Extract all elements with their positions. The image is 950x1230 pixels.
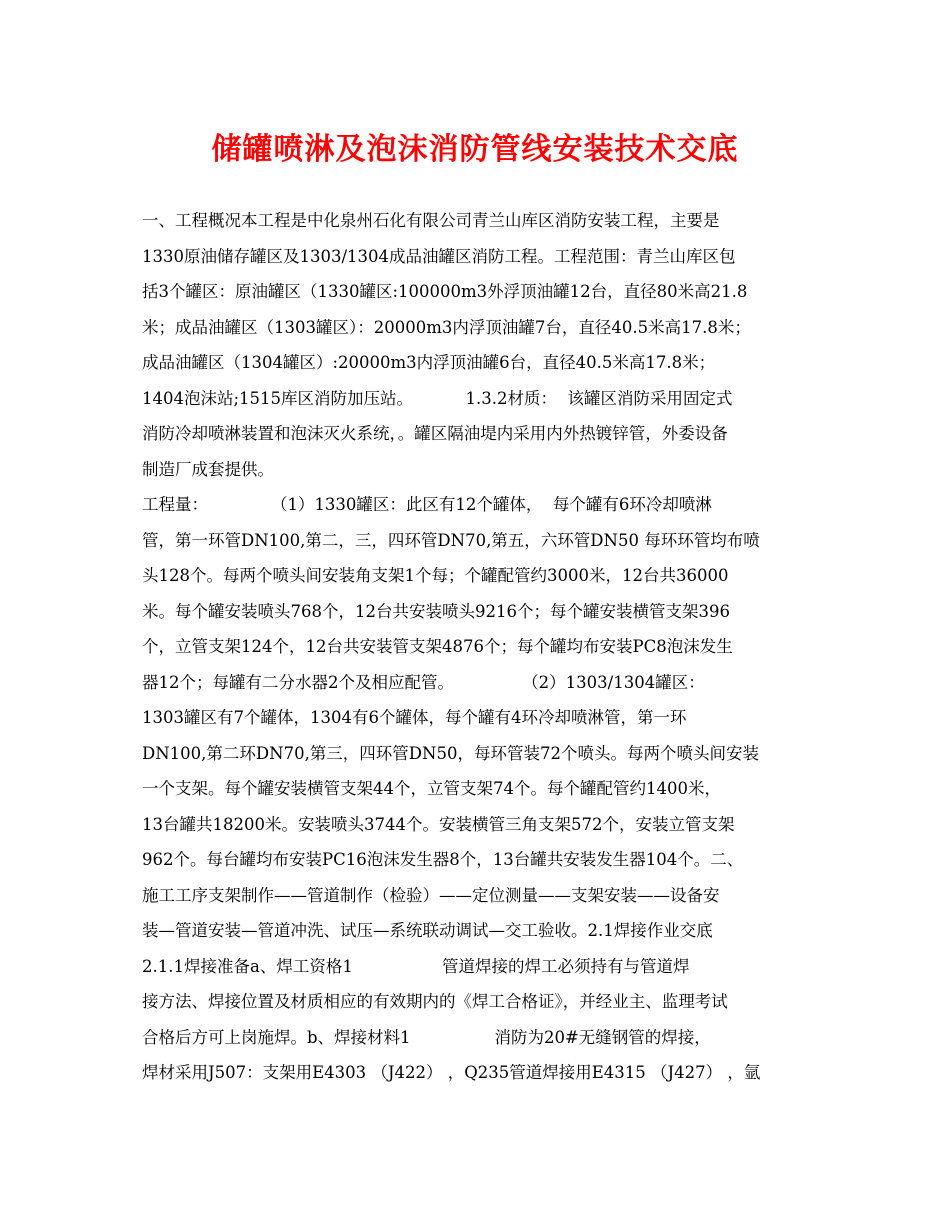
body-text-line: 成品油罐区（1304罐区）:20000m3内浮顶油罐6台，直径40.5米高17.8米； (142, 353, 716, 372)
body-text-line: 米；成品油罐区（1303罐区）：20000m3内浮顶油罐7台，直径40.5米高17.8米； (142, 317, 751, 337)
body-text-line: 施工工序支架制作——管道制作（检验）——定位测量——支架安装——设备安 (142, 885, 720, 905)
body-text-line: 装—管道安装—管道冲洗、试压—系统联动调试—交工验收。2.1焊接作业交底 (142, 921, 713, 940)
body-text-line: 括3个罐区：原油罐区（1330罐区:100000m3外浮顶油罐12台，直径80米高21.8 (142, 282, 748, 301)
body-text-line: 焊材采用J507：支架用E4303 （J422） ，Q235管道焊接用E4315 （J427） ，氩 (142, 1063, 761, 1082)
body-text-line: 消防冷却喷淋装置和泡沫灭火系统，。罐区隔油堤内采用内外热镀锌管，外委设备 (142, 424, 728, 443)
body-text-line: 接方法、焊接位置及材质相应的有效期内的《焊工合格证》，并经业主、监理考试 (142, 992, 728, 1011)
body-text-line: 个，立管支架124个，12台共安装管支架4876个；每个罐均布安装PC8泡沫发生 (142, 637, 733, 656)
body-text-line: 1303罐区有7个罐体，1304有6个罐体，每个罐有4环冷却喷淋管，第一环 (142, 708, 687, 727)
document-body (142, 203, 822, 1091)
body-text-line: 一个支架。每个罐安装横管支架44个，立管支架74个。每个罐配管约1400米， (142, 779, 721, 798)
body-text-line: DN100,第二环DN70,第三，四环管DN50，每环管装72个喷头。每两个喷头间安装 (142, 743, 759, 763)
body-text-line: 头128个。每两个喷头间安装角支架1个每；个罐配管约3000米，12台共36000 (142, 566, 729, 585)
body-text-line: 米。每个罐安装喷头768个，12台共安装喷头9216个；每个罐安装横管支架396 (142, 601, 730, 621)
body-text-line: 制造厂成套提供。 (142, 459, 274, 479)
body-text-line: 13台罐共18200米。安装喷头3744个。安装横管三角支架572个，安装立管支架 (142, 814, 735, 834)
body-text-line: 1330原油储存罐区及1303/1304成品油罐区消防工程。工程范围：青兰山库区包 (142, 246, 736, 266)
body-text-line: 962个。每台罐均布安装PC16泡沫发生器8个，13台罐共安装发生器104个。二、 (142, 850, 744, 869)
body-text-line: 管，第一环管DN100,第二，三，四环管DN70,第五，六环管DN50 每环环管均布喷 (142, 530, 760, 550)
body-text-line: 1404泡沫站;1515库区消防加压站。 1.3.2材质： 该罐区消防采用固定式 (142, 388, 733, 408)
body-text-line: 一、工程概况本工程是中化泉州石化有限公司青兰山库区消防安装工程，主要是 (142, 211, 720, 230)
body-text-line: 2.1.1焊接准备a、焊工资格1 管道焊接的焊工必须持有与管道焊 (142, 956, 690, 976)
body-text-line: 工程量： （1）1330罐区：此区有12个罐体， 每个罐有6环冷却喷淋 (142, 495, 712, 514)
document-title: 储罐喷淋及泡沫消防管线安装技术交底 (211, 132, 739, 167)
body-text-line: 合格后方可上岗施焊。b、焊接材料1 消防为20#无缝钢管的焊接， (142, 1027, 711, 1047)
body-text-line: 器12个；每罐有二分水器2个及相应配管。 （2）1303/1304罐区： (142, 672, 705, 692)
